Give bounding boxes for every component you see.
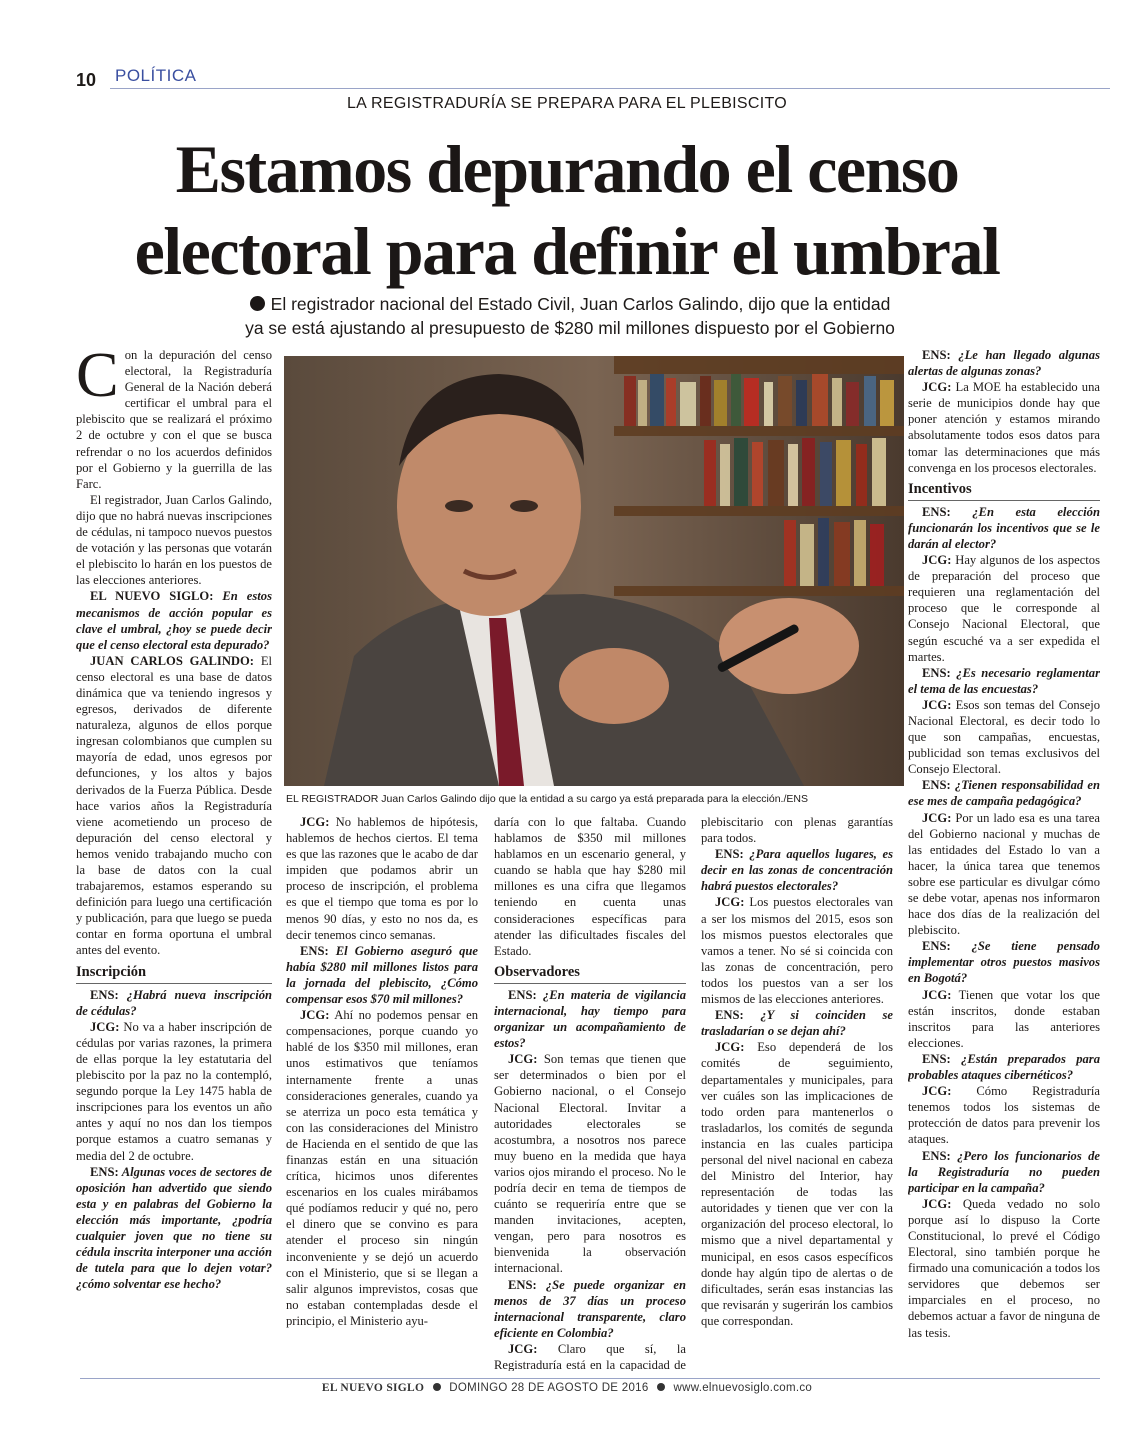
answer: JCG: La MOE ha establecido una serie de municipios donde hay que poner atención y estamos mirando absolutamente todos esos datos para tomar las determinaciones que más convenga en los procesos electorales. — [908, 380, 1100, 475]
deck-line-1: El registrador nacional del Estado Civil, Juan Carlos Galindo, dijo que la entidad — [270, 294, 891, 314]
bullet-icon — [433, 1383, 441, 1391]
question: ENS: ¿Se puede organizar en menos de 37 días un proceso internacional transparente, claro eficiente en Colombia? — [494, 1277, 686, 1340]
answer: JCG: Claro que sí, la Registraduría está en la capacidad de — [494, 1341, 686, 1371]
page-number: 10 — [76, 70, 97, 90]
photo-registrador — [284, 356, 904, 786]
drop-cap: C — [76, 347, 119, 410]
bullet-icon — [250, 296, 265, 311]
answer: JCG: Queda vedado no solo porque así lo dispuso la Corte Constitucional, lo prevé el Código Electoral, sino también porque he firmado una comunicación a todos los servidores que debemos ser imparciales en el proceso, no debemos actuar a favor de ninguna de las tesis. — [908, 1196, 1100, 1340]
answer: JCG: Hay algunos de los aspectos de preparación del proceso que requieren una reglamentación del proceso que le corresponde al Consejo Nacional Electoral, que según escuché va a ser expedida el martes. — [908, 553, 1100, 664]
answer: JCG: Por un lado esa es una tarea del Gobierno nacional y muchas de las entidades del Estado lo van a hacer, la única tarea que tenemos sobre ese particular es divulgar cómo se debe votar, apenas nos informaron hace dos días de la realización del plebiscito. — [908, 810, 1100, 938]
question: ENS: ¿Están preparados para probables ataques cibernéticos? — [908, 1051, 1100, 1083]
column-4 — [701, 814, 893, 1371]
footer — [0, 1382, 1134, 1394]
answer: JCG: Ahí no podemos pensar en compensaciones, porque cuando yo hablé de los $350 mil millones, eran unos estimativos que teníamos internamente frente a unas consideraciones generales, cuando ya se aterriza un poco esta temática y con las consideraciones del Ministro de Hacienda en el sentido de que las finanzas están en una situación crítica, hicimos unos diferentes escenarios en los cuales mirábamos qué podíamos reducir y qué no, pero el dinero que se convino es para atender el proceso sin ningún inconveniente y se dejó un acuerdo con el Ministerio, que si se llegan a salir algunos imprevistos, cosas que no estaban contempladas desde el principio, el Ministerio ayu- — [286, 1008, 478, 1328]
paragraph: El registrador, Juan Carlos Galindo, dijo que no habrá nuevas inscripciones de cédulas, ni tampoco nuevos puestos de votación y las personas que votarán el plebiscito lo harán en los puestos de las elecciones anteriores. — [76, 492, 272, 588]
paragraph: on la depuración del censo electoral, la Registraduría General de la Nación deberá certificar el umbral para el plebiscito que se realizará el próximo 2 de octubre y con el que se busca refrendar o no los acuerdos definidos por el Gobierno y la guerrilla de las Farc. — [76, 348, 272, 491]
deck — [180, 292, 960, 340]
question: ENS: ¿En esta elección funcionarán los incentivos que se le darán al elector? — [908, 504, 1100, 551]
question: ENS: ¿Habrá nueva inscripción de cédulas? — [76, 987, 272, 1018]
subhead: Observadores — [494, 963, 686, 984]
column-5 — [908, 347, 1100, 1371]
column-2 — [286, 814, 478, 1371]
paragraph: plebiscitario con plenas garantías para todos. — [701, 815, 893, 846]
answer: JCG: Cómo Registraduría tenemos todos los sistemas de protección de datos para prevenir los ataques. — [908, 1084, 1100, 1147]
kicker: LA REGISTRADURÍA SE PREPARA PARA EL PLEBISCITO — [346, 95, 788, 112]
subhead: Incentivos — [908, 480, 1100, 501]
photo-illustration — [284, 356, 904, 786]
answer: JCG: Tienen que votar los que están inscritos, donde estaban inscritos para las anteriores elecciones. — [908, 987, 1100, 1050]
footer-url[interactable]: www.elnuevosiglo.com.co — [673, 1382, 813, 1394]
column-1 — [76, 347, 272, 1371]
question: ENS: Algunas voces de sectores de oposición han advertido que siendo esta y en palabras del Gobierno la elección más importante, ¿podría cualquier joven que no tiene su cédula inscrita interponer una acción de tutela para que lo dejen votar? ¿cómo solventar ese hecho? — [76, 1164, 272, 1292]
bullet-icon — [657, 1383, 665, 1391]
answer: JCG: Los puestos electorales van a ser los mismos del 2015, esos son los mismos puestos electorales que vamos a tener. No sé si coincida con las zonas de concentración, pero todos los puestos van a ser los mismos de las elecciones anteriores. — [701, 895, 893, 1007]
header-rule — [110, 88, 1110, 89]
question: ENS: ¿Y si coinciden se trasladarían o se dejan ahí? — [701, 1008, 893, 1039]
answer: JCG: No hablemos de hipótesis, hablemos de hechos ciertos. El tema es que las razones que le acabo de dar impiden que podamos abrir un proceso de inscripción, el problema es que el tiempo que toma es por lo menos 90 días, y esto no nos da, es decir tenemos cinco semanas. — [286, 815, 478, 942]
question: ENS: ¿Tienen responsabilidad en ese mes de campaña pedagógica? — [908, 778, 1100, 809]
deck-line-2: ya se está ajustando al presupuesto de $280 mil millones dispuesto por el Gobierno — [245, 318, 895, 338]
section-label: POLÍTICA — [115, 66, 197, 85]
headline-line-2: electoral para definir el umbral — [134, 213, 1000, 289]
question: ENS: ¿Pero los funcionarios de la Registraduría no pueden participar en la campaña? — [908, 1148, 1100, 1195]
answer: JCG: Eso dependerá de los comités de seguimiento, departamentales y municipales, para ver cuáles son las implicaciones de todo orden para mantenerlos o trasladarlos, los comités de segunda instancia en las cuales participa personal del nivel nacional en cabeza del Ministro del Interior, hay representación de todas las autoridades y tienen que ver con la organización del proceso electoral, lo mismo que a nivel departamental y municipal, en esos casos específicos donde hay algún tipo de alertas o de dificultades, serán esas instancias las que revisarán y sugerirán los cambios que correspondan. — [701, 1040, 893, 1328]
headline-line-1: Estamos depurando el censo — [175, 131, 959, 207]
answer: JUAN CARLOS GALINDO: El censo electoral es una base de datos dinámica que va teniendo ingresos y egresos, derivados de diferente naturaleza, algunos de ellos porque ingresan colombianos que cumplen su mayoría de edad, unos egresos por defunciones, y los altos y bajos derivados de la Fuerza Pública. Desde hace varios años la Registraduría viene acometiendo un proceso de depuración del censo electoral y hemos venido trabajando mucho con la base de datos con la cual trabajaremos, estamos esperando su definición para luego una certificación y publicación, para que luego se pueda contar en forma oportuna el umbral antes del evento. — [76, 653, 272, 958]
headline — [40, 128, 1094, 292]
answer: JCG: Son temas que tienen que ser determinados o bien por el Gobierno nacional, o el Consejo Nacional Electoral. Invitar a autoridades electorales se acostumbra, a nosotros nos parece muy bueno en la medida que haya varios ojos mirando el proceso. No le podría decir en tema de tiempos de cuánto se requeriría entre que se manden invitaciones, acepten, vengan, pero para nosotros es bienvenida la observación internacional. — [494, 1052, 686, 1276]
column-3 — [494, 814, 686, 1371]
answer: JCG: No va a haber inscripción de cédulas por varias razones, la primera de ellas porque la ley estatutaria del plebiscito por la paz no la contempló, segundo porque la Ley 1475 habla de inscripciones para los eventos un año antes y aquí no nos dan los tiempos porque estamos a cuatro semanas y media del 2 de octubre. — [76, 1019, 272, 1163]
footer-date: DOMINGO 28 DE AGOSTO DE 2016 — [449, 1382, 649, 1394]
question: ENS: ¿Para aquellos lugares, es decir en las zonas de concentración habrá puestos electorales? — [701, 847, 893, 894]
question: EL NUEVO SIGLO: En estos mecanismos de acción popular es clave el umbral, ¿hoy se puede decir que el censo electoral esta depurado? — [76, 589, 272, 652]
question: ENS: ¿Se tiene pensado implementar otros puestos masivos en Bogotá? — [908, 939, 1100, 986]
question: ENS: ¿Le han llegado algunas alertas de algunas zonas? — [908, 348, 1100, 379]
question: ENS: El Gobierno aseguró que había $280 mil millones listos para la jornada del plebiscito, ¿Cómo compensar esos $70 mil millones? — [286, 943, 478, 1007]
subhead: Inscripción — [76, 963, 272, 984]
answer: JCG: Esos son temas del Consejo Nacional Electoral, es decir todo lo que son campañas, encuestas, publicidad son temas exclusivos del Consejo Electoral. — [908, 697, 1100, 777]
footer-rule — [80, 1378, 1100, 1379]
question: ENS: ¿En materia de vigilancia internacional, hay tiempo para organizar un acompañamiento de estos? — [494, 987, 686, 1051]
paragraph: daría con lo que faltaba. Cuando hablamos de $350 mil millones hablamos en un escenario general, y cuando se habla que hay $280 mil millones es una cifra que llegamos teniendo en cuenta unas consideraciones específicas para atender las dificultades fiscales del Estado. — [494, 815, 686, 958]
footer-logo: EL NUEVO SIGLO — [321, 1382, 425, 1394]
question: ENS: ¿Es necesario reglamentar el tema de las encuestas? — [908, 665, 1100, 696]
photo-caption: EL REGISTRADOR Juan Carlos Galindo dijo que la entidad a su cargo ya está preparada para la elección./ENS — [286, 793, 808, 805]
